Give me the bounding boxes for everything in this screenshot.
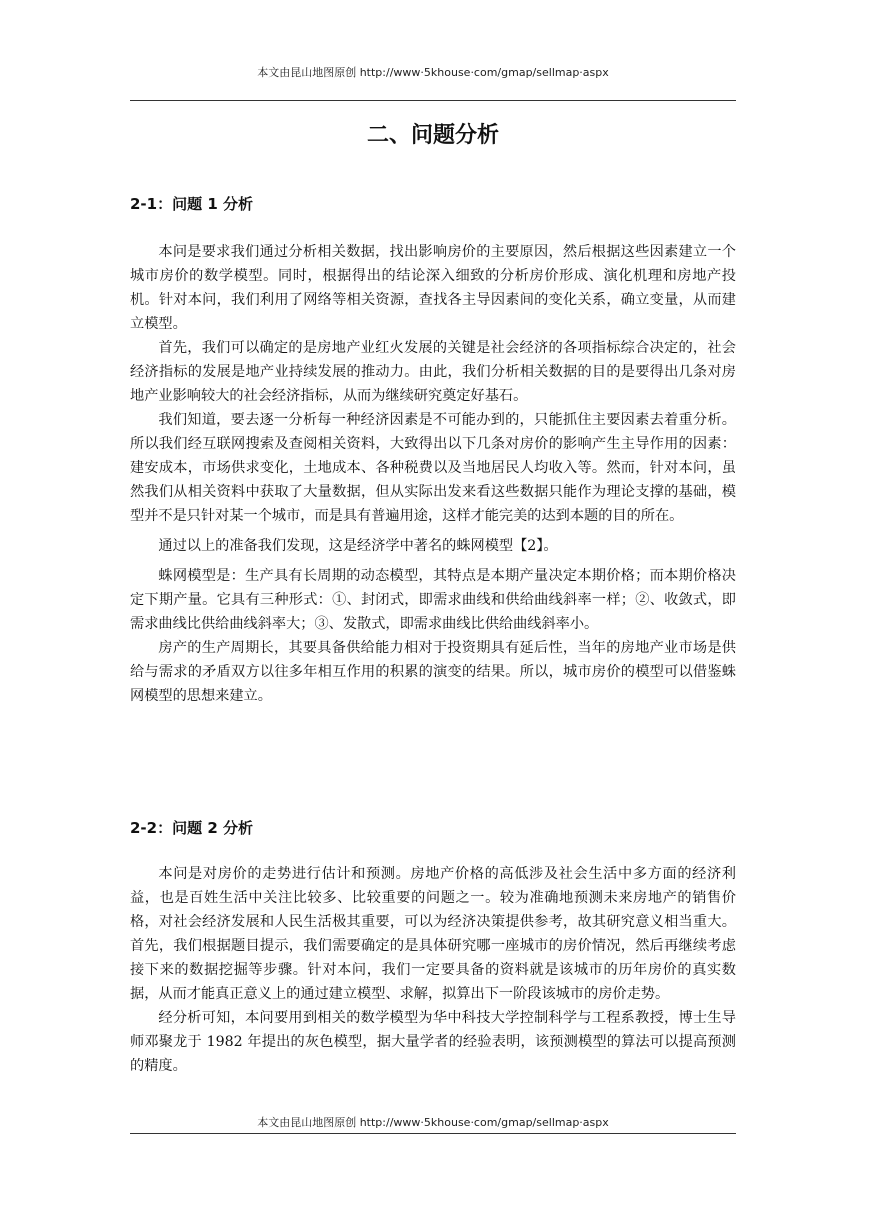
page-title: 二、问题分析 (366, 123, 499, 148)
paragraph: 经分析可知，本问要用到相关的数学模型为华中科技大学控制科学与工程系教授，博士生导师邓聚龙于 1982 年提出的灰色模型，据大量学者的经验表明，该预测模型的算法可以提高预测的精度。 (130, 1010, 736, 1074)
paragraph: 我们知道，要去逐一分析每一种经济因素是不可能办到的，只能抓住主要因素去着重分析。所以我们经互联网搜索及查阅相关资料，大致得出以下几条对房价的影响产生主导作用的因素：建安成本，市场供求变化，土地成本、各种税费以及当地居民人均收入等。然而，针对本问，虽然我们从相关资料中获取了大量数据，但从实际出发来看这些数据只能作为理论支撑的基础，模型并不是只针对某一个城市，而是具有普遍用途，这样才能完美的达到本题的目的所在。 (130, 412, 736, 524)
footer-rule (130, 1133, 736, 1134)
page-footer: 本文由昆山地图原创 http://www·5khouse·com/gmap/sellmap·aspx (257, 1116, 609, 1129)
paragraph: 蛛网模型是：生产具有长周期的动态模型，其特点是本期产量决定本期价格；而本期价格决定下期产量。它具有三种形式：①、封闭式，即需求曲线和供给曲线斜率一样；②、收敛式，即需求曲线比供给曲线斜率大；③、发散式，即需求曲线比供给曲线斜率小。 (130, 568, 736, 632)
section-heading-2-2: 2-2：问题 2 分析 (130, 819, 253, 837)
paragraph: 本问是要求我们通过分析相关数据，找出影响房价的主要原因，然后根据这些因素建立一个城市房价的数学模型。同时，根据得出的结论深入细致的分析房价形成、演化机理和房地产投机。针对本问，我们利用了网络等相关资源，查找各主导因素间的变化关系，确立变量，从而建立模型。 (130, 244, 736, 332)
paragraph: 房产的生产周期长，其要具备供给能力相对于投资期具有延后性，当年的房地产业市场是供给与需求的矛盾双方以往多年相互作用的积累的演变的结果。所以，城市房价的模型可以借鉴蛛网模型的思想来建立。 (130, 640, 736, 704)
section-body-2-1 (130, 240, 736, 708)
page-header: 本文由昆山地图原创 http://www·5khouse·com/gmap/sellmap·aspx (257, 66, 609, 79)
section-heading-2-1: 2-1：问题 1 分析 (130, 195, 253, 213)
paragraph: 本问是对房价的走势进行估计和预测。房地产价格的高低涉及社会生活中多方面的经济利益，也是百姓生活中关注比较多、比较重要的问题之一。较为准确地预测未来房地产的销售价格，对社会经济发展和人民生活极其重要，可以为经济决策提供参考，故其研究意义相当重大。首先，我们根据题目提示，我们需要确定的是具体研究哪一座城市的房价情况，然后再继续考虑接下来的数据挖掘等步骤。针对本问，我们一定要具备的资料就是该城市的历年房价的真实数据，从而才能真正意义上的通过建立模型、求解，拟算出下一阶段该城市的房价走势。 (130, 866, 736, 1002)
paragraph: 通过以上的准备我们发现，这是经济学中著名的蛛网模型【2】。 (158, 538, 558, 554)
header-rule (130, 100, 736, 101)
paragraph: 首先，我们可以确定的是房地产业红火发展的关键是社会经济的各项指标综合决定的，社会经济指标的发展是地产业持续发展的推动力。由此，我们分析相关数据的目的是要得出几条对房地产业影响较大的社会经济指标，从而为继续研究奠定好基石。 (130, 340, 736, 404)
section-body-2-2 (130, 862, 736, 1078)
